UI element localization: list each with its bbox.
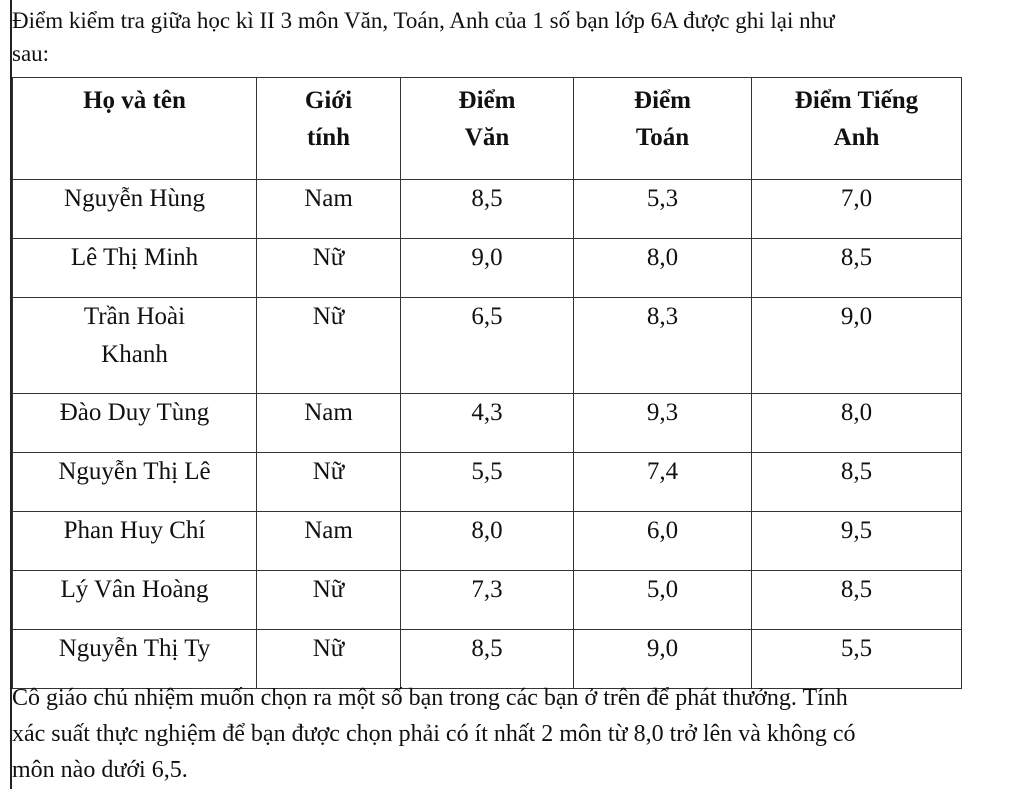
cell-gender: Nam bbox=[257, 512, 401, 571]
intro-line-2: sau: bbox=[12, 41, 50, 66]
table-row bbox=[13, 394, 962, 453]
cell-name: Trần Hoài Khanh bbox=[13, 298, 257, 394]
header-anh: Điểm Tiếng Anh bbox=[752, 78, 962, 180]
cell-van: 5,5 bbox=[401, 453, 574, 512]
cell-van: 6,5 bbox=[401, 298, 574, 394]
cell-toan: 5,3 bbox=[574, 180, 752, 239]
cell-anh: 8,0 bbox=[752, 394, 962, 453]
cell-anh: 9,0 bbox=[752, 298, 962, 394]
table-row bbox=[13, 239, 962, 298]
cell-name: Lê Thị Minh bbox=[13, 239, 257, 298]
cell-gender: Nam bbox=[257, 394, 401, 453]
cell-van: 4,3 bbox=[401, 394, 574, 453]
table-row bbox=[13, 512, 962, 571]
cell-name: Nguyễn Thị Lê bbox=[13, 453, 257, 512]
cell-van: 8,0 bbox=[401, 512, 574, 571]
table-row bbox=[13, 453, 962, 512]
header-toan: Điểm Toán bbox=[574, 78, 752, 180]
cell-gender: Nữ bbox=[257, 630, 401, 689]
question-line-3: môn nào dưới 6,5. bbox=[12, 757, 188, 783]
cell-name: Lý Vân Hoàng bbox=[13, 571, 257, 630]
cell-toan: 9,0 bbox=[574, 630, 752, 689]
cell-gender: Nữ bbox=[257, 239, 401, 298]
cell-gender: Nữ bbox=[257, 453, 401, 512]
cell-anh: 8,5 bbox=[752, 239, 962, 298]
table-row bbox=[13, 571, 962, 630]
header-gender: Giới tính bbox=[257, 78, 401, 180]
table-header-row bbox=[13, 78, 962, 180]
cell-name: Đào Duy Tùng bbox=[13, 394, 257, 453]
question-paragraph bbox=[12, 680, 1024, 788]
question-line-1: Cô giáo chủ nhiệm muốn chọn ra một số bạn trong các bạn ở trên để phát thưởng. Tính bbox=[12, 685, 848, 711]
cell-toan: 8,0 bbox=[574, 239, 752, 298]
cell-toan: 6,0 bbox=[574, 512, 752, 571]
cell-van: 8,5 bbox=[401, 180, 574, 239]
cell-name: Phan Huy Chí bbox=[13, 512, 257, 571]
cell-gender: Nam bbox=[257, 180, 401, 239]
scores-table bbox=[12, 77, 962, 689]
cell-toan: 7,4 bbox=[574, 453, 752, 512]
table-row bbox=[13, 298, 962, 394]
cell-anh: 7,0 bbox=[752, 180, 962, 239]
cell-anh: 8,5 bbox=[752, 571, 962, 630]
question-line-2: xác suất thực nghiệm để bạn được chọn phải có ít nhất 2 môn từ 8,0 trở lên và không có bbox=[12, 721, 856, 747]
cell-name: Nguyễn Hùng bbox=[13, 180, 257, 239]
table-row bbox=[13, 180, 962, 239]
cell-van: 8,5 bbox=[401, 630, 574, 689]
cell-toan: 9,3 bbox=[574, 394, 752, 453]
cell-gender: Nữ bbox=[257, 571, 401, 630]
header-name: Họ và tên bbox=[13, 78, 257, 180]
cell-toan: 5,0 bbox=[574, 571, 752, 630]
intro-line-1: Điểm kiểm tra giữa học kì II 3 môn Văn, Toán, Anh của 1 số bạn lớp 6A được ghi lại như bbox=[12, 8, 835, 33]
header-van: Điểm Văn bbox=[401, 78, 574, 180]
cell-van: 9,0 bbox=[401, 239, 574, 298]
intro-paragraph bbox=[12, 4, 1024, 70]
cell-anh: 5,5 bbox=[752, 630, 962, 689]
cell-toan: 8,3 bbox=[574, 298, 752, 394]
cell-name: Nguyễn Thị Ty bbox=[13, 630, 257, 689]
cell-gender: Nữ bbox=[257, 298, 401, 394]
cell-anh: 9,5 bbox=[752, 512, 962, 571]
cell-anh: 8,5 bbox=[752, 453, 962, 512]
cell-van: 7,3 bbox=[401, 571, 574, 630]
